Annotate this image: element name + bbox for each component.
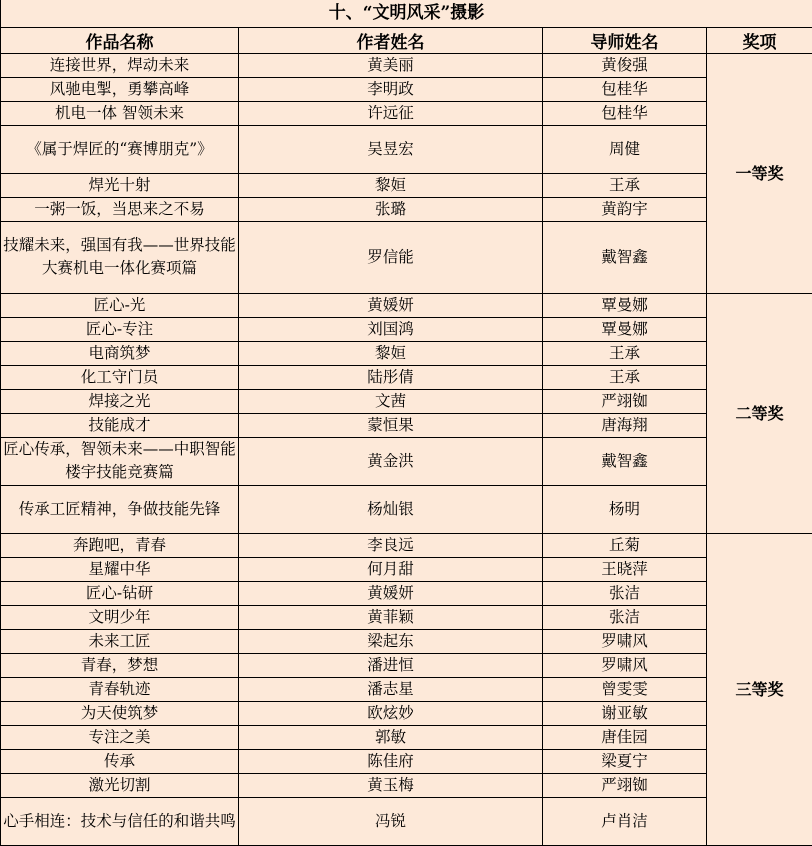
mentor-name-cell: 罗啸风 [543, 629, 707, 653]
mentor-name-cell: 王承 [543, 365, 707, 389]
table-row [1, 653, 812, 677]
table-row [1, 77, 812, 101]
author-name-cell: 刘国鸿 [239, 317, 543, 341]
work-name-cell: 青春轨迹 [1, 677, 239, 701]
author-name-cell: 黄美丽 [239, 53, 543, 77]
author-name-cell: 潘进恒 [239, 653, 543, 677]
work-name-cell: 焊光十射 [1, 173, 239, 197]
mentor-name-cell: 王承 [543, 173, 707, 197]
mentor-name-cell: 王承 [543, 341, 707, 365]
author-name-cell: 欧炫妙 [239, 701, 543, 725]
mentor-name-cell: 唐佳园 [543, 725, 707, 749]
author-name-cell: 黄媛妍 [239, 293, 543, 317]
table-row [1, 101, 812, 125]
mentor-name-cell: 包桂华 [543, 77, 707, 101]
author-name-cell: 许远征 [239, 101, 543, 125]
table-row [1, 557, 812, 581]
header-mentor-name: 导师姓名 [543, 27, 707, 53]
author-name-cell: 李良远 [239, 533, 543, 557]
mentor-name-cell: 卢肖洁 [543, 797, 707, 845]
mentor-name-cell: 张洁 [543, 605, 707, 629]
work-name-cell: 一粥一饭，当思来之不易 [1, 197, 239, 221]
work-name-cell: 焊接之光 [1, 389, 239, 413]
work-name-cell: 风驰电掣，勇攀高峰 [1, 77, 239, 101]
work-name-cell: 机电一体 智领未来 [1, 101, 239, 125]
work-name-cell: 匠心-钻研 [1, 581, 239, 605]
mentor-name-cell: 戴智鑫 [543, 437, 707, 485]
mentor-name-cell: 戴智鑫 [543, 221, 707, 293]
table-row [1, 173, 812, 197]
work-name-cell: 匠心传承，智领未来——中职智能楼宇技能竞赛篇 [1, 437, 239, 485]
work-name-cell: 《属于焊匠的“赛博朋克”》 [1, 125, 239, 173]
work-name-cell: 电商筑梦 [1, 341, 239, 365]
author-name-cell: 潘志星 [239, 677, 543, 701]
work-name-cell: 技能成才 [1, 413, 239, 437]
mentor-name-cell: 包桂华 [543, 101, 707, 125]
table-row [1, 581, 812, 605]
work-name-cell: 青春，梦想 [1, 653, 239, 677]
table-row [1, 293, 812, 317]
author-name-cell: 陈佳府 [239, 749, 543, 773]
table-row [1, 677, 812, 701]
mentor-name-cell: 丘菊 [543, 533, 707, 557]
work-name-cell: 奔跑吧，青春 [1, 533, 239, 557]
work-name-cell: 心手相连：技术与信任的和谐共鸣 [1, 797, 239, 845]
author-name-cell: 黄金洪 [239, 437, 543, 485]
work-name-cell: 激光切割 [1, 773, 239, 797]
author-name-cell: 黎姮 [239, 173, 543, 197]
table-row [1, 53, 812, 77]
work-name-cell: 为天使筑梦 [1, 701, 239, 725]
table-row [1, 629, 812, 653]
author-name-cell: 蒙恒果 [239, 413, 543, 437]
author-name-cell: 罗信能 [239, 221, 543, 293]
table-row [1, 341, 812, 365]
author-name-cell: 吴昱宏 [239, 125, 543, 173]
work-name-cell: 传承 [1, 749, 239, 773]
table-row [1, 221, 812, 293]
work-name-cell: 文明少年 [1, 605, 239, 629]
author-name-cell: 郭敏 [239, 725, 543, 749]
table-row [1, 533, 812, 557]
table-row [1, 725, 812, 749]
mentor-name-cell: 梁夏宁 [543, 749, 707, 773]
author-name-cell: 张璐 [239, 197, 543, 221]
table-title: 十、“文明风采”摄影 [1, 0, 812, 27]
table-row [1, 749, 812, 773]
header-row [1, 27, 812, 53]
work-name-cell: 专注之美 [1, 725, 239, 749]
work-name-cell: 星耀中华 [1, 557, 239, 581]
work-name-cell: 连接世界，焊动未来 [1, 53, 239, 77]
table-row [1, 413, 812, 437]
mentor-name-cell: 罗啸风 [543, 653, 707, 677]
mentor-name-cell: 周健 [543, 125, 707, 173]
author-name-cell: 黄玉梅 [239, 773, 543, 797]
table-row [1, 197, 812, 221]
award-cell: 一等奖 [707, 53, 812, 293]
header-work-name: 作品名称 [1, 27, 239, 53]
work-name-cell: 未来工匠 [1, 629, 239, 653]
header-award: 奖项 [707, 27, 812, 53]
work-name-cell: 化工守门员 [1, 365, 239, 389]
table-row [1, 125, 812, 173]
author-name-cell: 梁起东 [239, 629, 543, 653]
author-name-cell: 李明政 [239, 77, 543, 101]
author-name-cell: 文茜 [239, 389, 543, 413]
header-author-name: 作者姓名 [239, 27, 543, 53]
mentor-name-cell: 曾雯雯 [543, 677, 707, 701]
mentor-name-cell: 谢亚敏 [543, 701, 707, 725]
table-row [1, 365, 812, 389]
table-row [1, 389, 812, 413]
author-name-cell: 黄菲颖 [239, 605, 543, 629]
mentor-name-cell: 黄俊强 [543, 53, 707, 77]
mentor-name-cell: 杨明 [543, 485, 707, 533]
author-name-cell: 黄媛妍 [239, 581, 543, 605]
work-name-cell: 匠心-专注 [1, 317, 239, 341]
mentor-name-cell: 黄韵宇 [543, 197, 707, 221]
table-row [1, 317, 812, 341]
work-name-cell: 传承工匠精神，争做技能先锋 [1, 485, 239, 533]
work-name-cell: 技耀未来，强国有我——世界技能大赛机电一体化赛项篇 [1, 221, 239, 293]
author-name-cell: 陆彤倩 [239, 365, 543, 389]
table-row [1, 773, 812, 797]
mentor-name-cell: 严翊铷 [543, 773, 707, 797]
work-name-cell: 匠心-光 [1, 293, 239, 317]
award-cell: 二等奖 [707, 293, 812, 533]
mentor-name-cell: 唐海翔 [543, 413, 707, 437]
table-row [1, 437, 812, 485]
mentor-name-cell: 张洁 [543, 581, 707, 605]
table-row [1, 485, 812, 533]
mentor-name-cell: 王晓萍 [543, 557, 707, 581]
table-row [1, 701, 812, 725]
mentor-name-cell: 严翊铷 [543, 389, 707, 413]
mentor-name-cell: 覃曼娜 [543, 293, 707, 317]
author-name-cell: 杨灿银 [239, 485, 543, 533]
mentor-name-cell: 覃曼娜 [543, 317, 707, 341]
award-cell: 三等奖 [707, 533, 812, 845]
author-name-cell: 冯锐 [239, 797, 543, 845]
table-row [1, 797, 812, 845]
author-name-cell: 黎姮 [239, 341, 543, 365]
author-name-cell: 何月甜 [239, 557, 543, 581]
table-row [1, 605, 812, 629]
